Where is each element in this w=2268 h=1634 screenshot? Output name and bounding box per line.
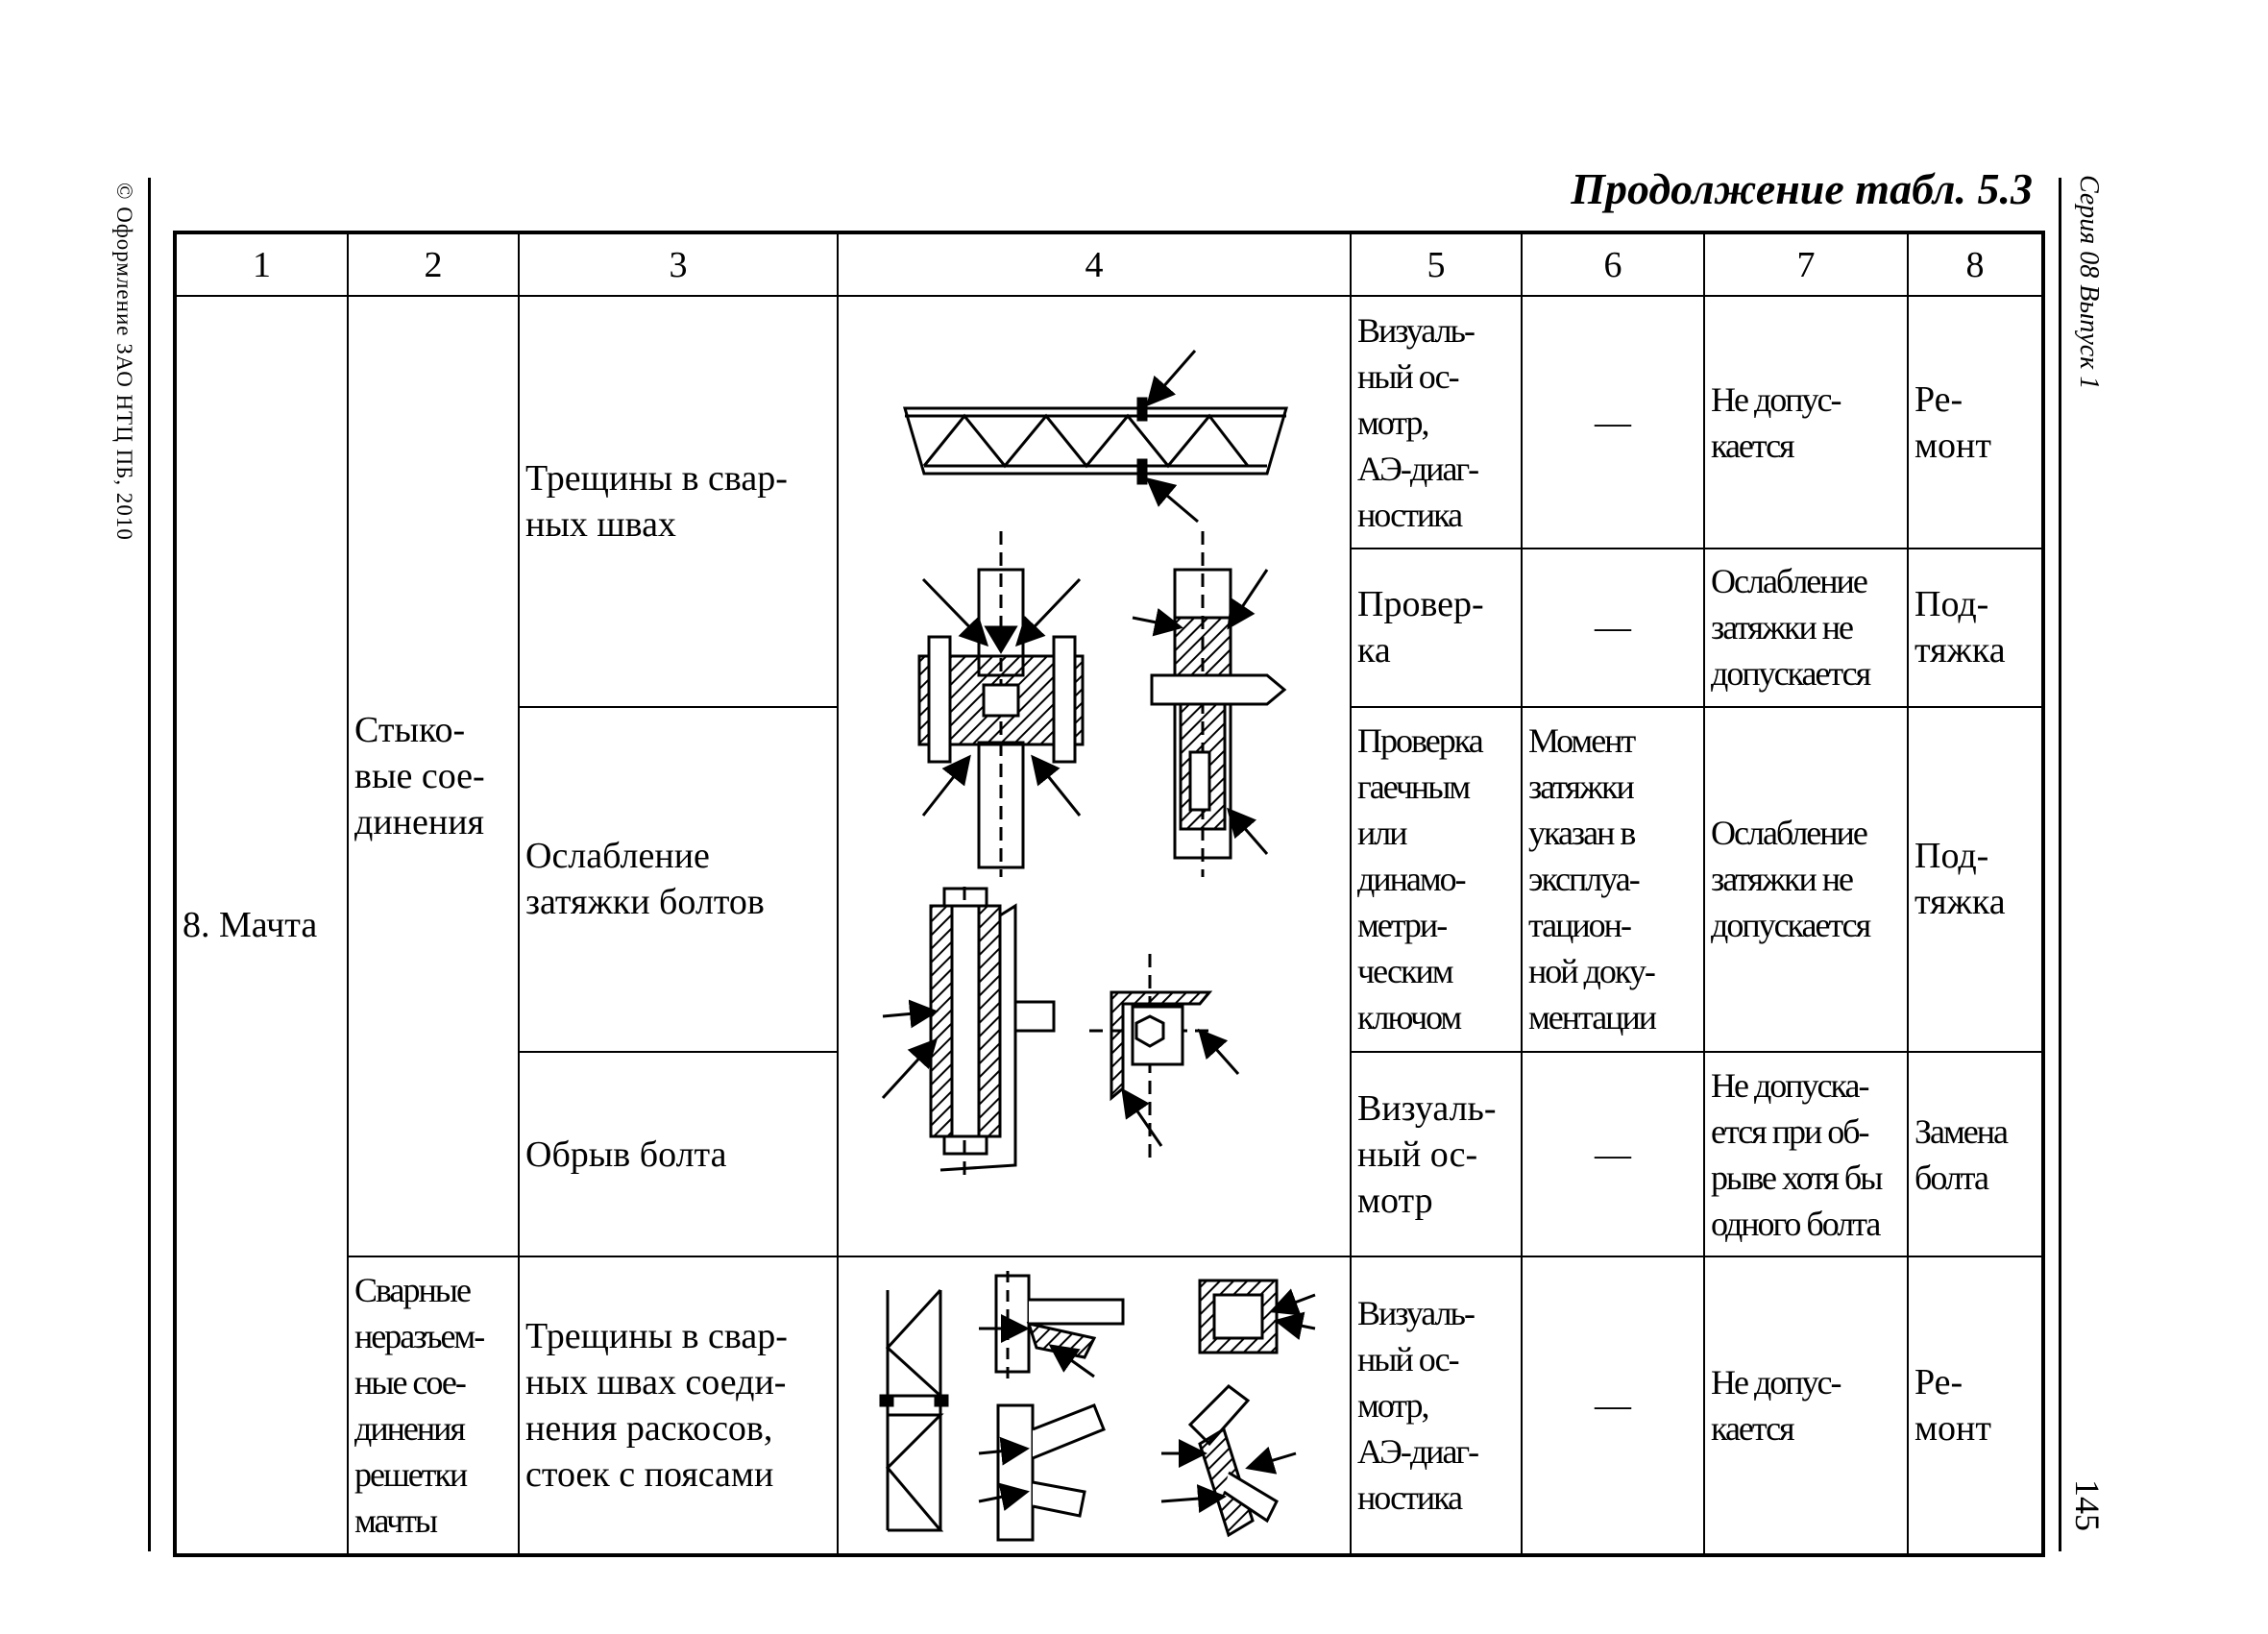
group-butt-cell (348, 296, 519, 1256)
page-number-text: 145 (2068, 1479, 2107, 1531)
brace-joint-drawing (979, 1405, 1104, 1540)
right-margin-rule (2059, 178, 2061, 1551)
left-margin-rule (148, 178, 151, 1551)
criterion-cell (1704, 1052, 1908, 1256)
header-cell: 3 (519, 232, 838, 296)
method-cell (1351, 1052, 1522, 1256)
action-cell (1908, 549, 2043, 706)
header-row (175, 232, 2043, 296)
header-cell: 5 (1351, 232, 1522, 296)
series-text: Серия 08 Выпуск 1 (2074, 175, 2104, 390)
figure-cell-butt (838, 296, 1351, 1256)
header-cell: 4 (838, 232, 1351, 296)
criterion-bolt-break: Не допуска- ется при об- рыве хотя бы одного болта (1711, 1065, 1882, 1243)
flange-joint-drawing (919, 531, 1083, 877)
action-cell (1908, 296, 2043, 549)
diagonal-joint-drawing (1161, 1386, 1296, 1535)
method-check: Провер- ка (1357, 584, 1484, 671)
defect-bolt-loosening: Ослабление затяжки болтов (525, 836, 765, 923)
lap-joint-drawing (1133, 531, 1284, 877)
param-cell (1522, 1256, 1704, 1555)
table-row (175, 296, 2043, 549)
copyright-text: © Оформление ЗАО НТЦ ПБ, 2010 (112, 183, 136, 541)
defect-weld-cracks: Трещины в свар- ных швах (525, 457, 788, 545)
bolt-angle-drawing (1089, 954, 1238, 1165)
criterion-loosening: Ослабление затяжки не допускается (1711, 814, 1870, 945)
action-tighten: Под- тяжка (1914, 836, 2006, 923)
criterion-cell (1704, 549, 1908, 706)
defects-table (173, 231, 2045, 1557)
method-visual-ae: Визуаль- ный ос- мотр, АЭ-диаг- ностика (1357, 1294, 1478, 1517)
param-cell (1522, 296, 1704, 549)
method-visual: Визуаль- ный ос- мотр (1357, 1087, 1497, 1221)
table-row (175, 1256, 2043, 1555)
defect-cell (519, 1256, 838, 1555)
method-cell (1351, 549, 1522, 706)
method-cell (1351, 296, 1522, 549)
method-cell (1351, 1256, 1522, 1555)
criterion-not-allowed: Не допус- кается (1711, 1363, 1841, 1448)
param-cell (1522, 1052, 1704, 1256)
defect-lattice-cracks: Трещины в свар- ных швах соеди- нения раскосов, стоек с поясами (525, 1316, 788, 1495)
action-cell (1908, 707, 2043, 1053)
action-repair: Ре- монт (1914, 378, 1991, 466)
criterion-loosening: Ослабление затяжки не допускается (1711, 562, 1870, 694)
method-visual-ae: Визуаль- ный ос- мотр, АЭ-диаг- ностика (1357, 310, 1478, 534)
method-cell (1351, 707, 1522, 1053)
element-cell (175, 296, 348, 1555)
param-dash: — (1595, 402, 1631, 443)
header-cell: 7 (1704, 232, 1908, 296)
group-weld-cell (348, 1256, 519, 1555)
header-cell: 8 (1908, 232, 2043, 296)
criterion-cell (1704, 707, 1908, 1053)
criterion-not-allowed: Не допус- кается (1711, 379, 1841, 465)
butt-joint-drawings (844, 301, 1353, 1252)
header-cell: 2 (348, 232, 519, 296)
param-dash: — (1595, 1134, 1631, 1175)
truss-drawing (905, 351, 1286, 522)
defect-cell (519, 707, 838, 1053)
element-name: 8. Мачта (183, 905, 318, 945)
figure-cell-weld (838, 1256, 1351, 1555)
action-cell (1908, 1052, 2043, 1256)
defect-bolt-break: Обрыв болта (525, 1134, 727, 1175)
copyright-note (113, 183, 134, 644)
param-cell (1522, 549, 1704, 706)
criterion-cell (1704, 296, 1908, 549)
bolt-channel-drawing (883, 887, 1054, 1175)
header-cell: 1 (175, 232, 348, 296)
defect-cell (519, 296, 838, 707)
action-cell (1908, 1256, 2043, 1555)
header-cell: 6 (1522, 232, 1704, 296)
action-repair: Ре- монт (1914, 1362, 1991, 1449)
gusset-joint-drawing (979, 1271, 1123, 1386)
table-caption: Продолжение табл. 5.3 (1571, 164, 2033, 213)
group-butt-label: Стыко- вые сое- динения (354, 710, 485, 842)
lattice-drawing (881, 1290, 947, 1530)
param-torque: Момент затяжки указан в эксплуа- тацион- ной доку- ментации (1528, 721, 1655, 1037)
param-dash: — (1595, 607, 1631, 648)
param-cell (1522, 707, 1704, 1053)
group-weld-label: Сварные неразъем- ные сое- динения решетки мачты (354, 1271, 484, 1540)
action-replace-bolt: Замена болта (1914, 1111, 2008, 1197)
action-tighten: Под- тяжка (1914, 584, 2006, 671)
method-wrench: Проверка гаечным или динамо- метри- ческим ключом (1357, 721, 1482, 1037)
criterion-cell (1704, 1256, 1908, 1555)
tube-section-drawing (1200, 1280, 1315, 1353)
defect-cell (519, 1052, 838, 1256)
welded-lattice-drawings (844, 1261, 1353, 1549)
param-dash: — (1595, 1385, 1631, 1426)
